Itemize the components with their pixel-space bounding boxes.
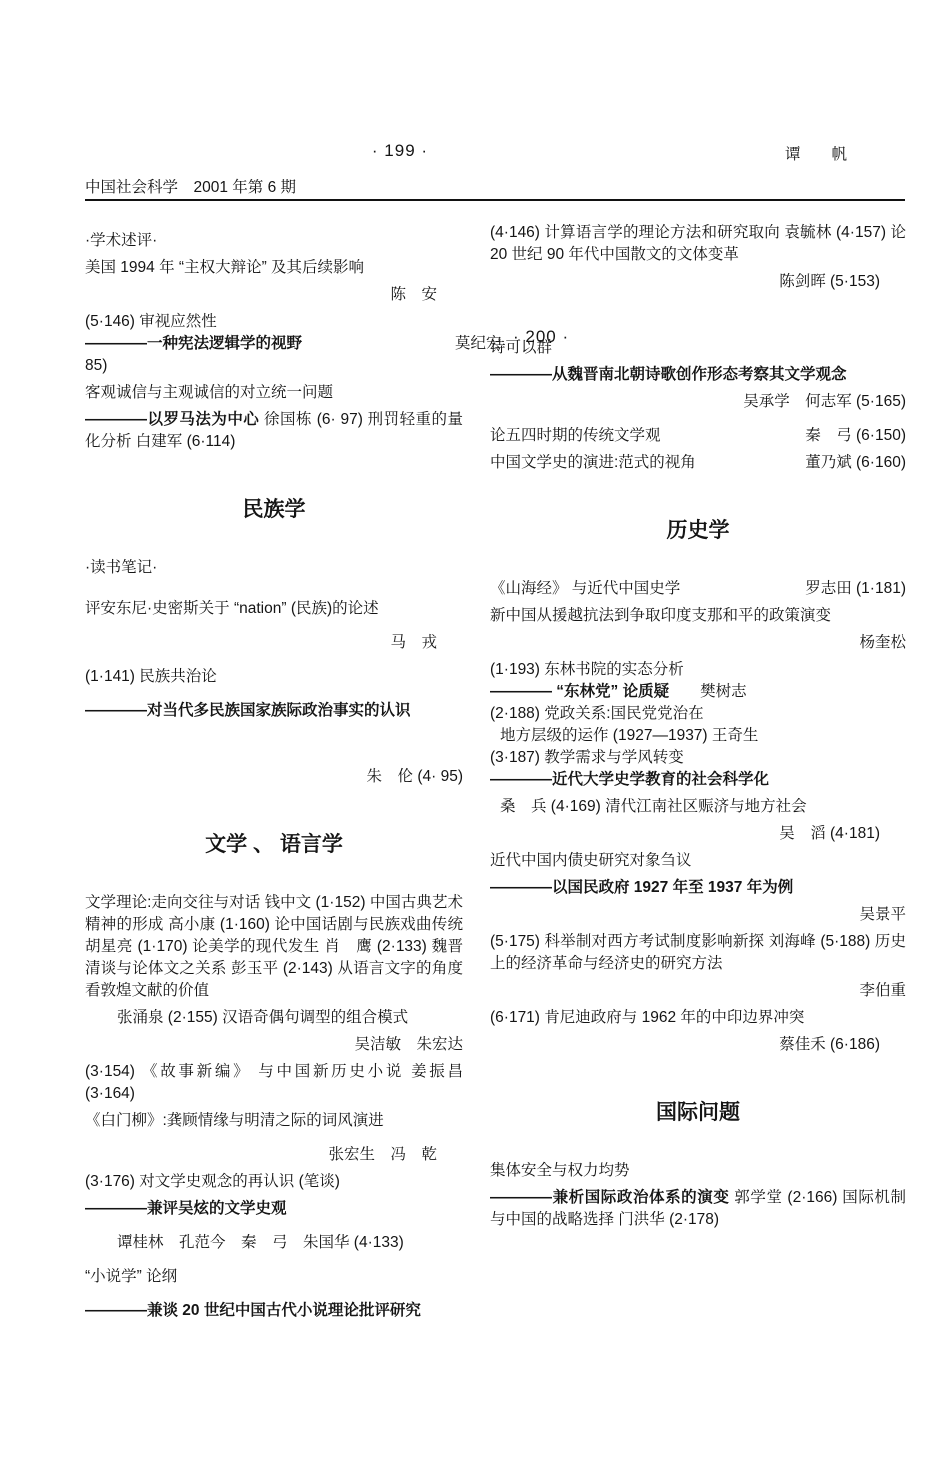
toc-line: ————兼评吴炫的文学史观 [85,1200,287,1217]
toc-line [85,409,463,453]
toc-line: (5·146) 审视应然性 [85,313,217,330]
toc-line: 文学理论:走向交往与对话 钱中文 (1·152) 中国古典艺术精神的形成 高小康 (1·160) 论中国话剧与民族戏曲传统 胡星亮 (1·170) 论美学的现代发生 肖 鹰 (2·133) 魏晋清谈与论体文之关系 彭玉平 (2·143) 从语言文字的角度看敦煌文献的价值 [85,894,463,999]
toc-line: 张涌泉 (2·155) 汉语奇偶句调型的组合模式 [117,1009,409,1026]
toc-line: 85) [85,357,108,374]
page-number-199: · 199 · [371,141,429,160]
toc-line: 美国 1994 年 “主权大辩论” 及其后续影响 [85,259,365,276]
toc-line: 客观诚信与主观诚信的对立统一问题 [85,384,334,401]
toc-line: (3·187) 教学需求与学风转变 [490,749,684,766]
toc-line: (2·188) 党政关系:国民党党治在 [490,705,704,722]
toc-line: 近代中国内债史研究对象刍议 [490,852,692,869]
toc-line: 评安东尼·史密斯关于 “nation” (民族)的论述 [85,600,379,617]
toc-line: (4·146) 计算语言学的理论方法和研究取向 袁毓林 (4·157) 论 20 世纪 90 年代中国散文的文体变革 [490,224,906,263]
author-line: 张宏生 冯 乾 [328,1146,437,1163]
toc-line: (1·141) 民族共治论 [85,668,217,685]
toc-line [490,681,906,703]
toc-line: 谭桂林 孔范今 秦 弓 朱国华 (4·133) [117,1234,404,1251]
header-rule [85,199,905,201]
author-line: 马 戎 [390,634,437,651]
author-line: 蔡佳禾 (6·186) [779,1036,880,1053]
toc-entry-title: 中国文学史的演进:范式的视角 [490,454,696,471]
toc-line: (5·175) 科举制对西方考试制度影响新探 刘海峰 (5·188) 历史上的经济革命与经济史的研究方法 [490,933,906,972]
author-line: 朱 伦 (4· 95) [366,768,463,785]
toc-line: (1·193) 东林书院的实态分析 [490,661,684,678]
toc-line: ————以国民政府 1927 年至 1937 年为例 [490,879,794,896]
toc-entry-author-ref: 秦 弓 (6·150) [805,427,906,444]
toc-entry [490,425,906,447]
toc-text-segment: 郭学堂 (2·166) 国际机制与中国的战略选择 门洪华 (2·178) [490,1189,906,1228]
toc-entry-author-ref: 董乃斌 (6·160) [805,454,906,471]
section-heading-international-issues: 国际问题 [656,1101,740,1124]
right-column [490,222,906,1231]
toc-line: (6·171) 肯尼迪政府与 1962 年的中印边界冲突 [490,1009,805,1026]
toc-line: (3·176) 对文学史观念的再认识 (笔谈) [85,1173,340,1190]
author-line: 杨奎松 [859,634,906,651]
toc-line: 诗可以群 [490,339,553,356]
author-mo-jihong: 莫纪宏 [455,335,502,352]
author-line: 陈 安 [390,286,437,303]
toc-text-segment: 徐国栋 (6· 97) 刑罚轻重的量化分析 白建军 (6·114) [85,411,463,450]
toc-line: ————从魏晋南北朝诗歌创作形态考察其文学观念 [490,366,847,383]
toc-line: 集体安全与权力均势 [490,1162,630,1179]
toc-entry [490,578,906,600]
author-line: 陈剑晖 (5·153) [779,273,880,290]
toc-entry-title: 论五四时期的传统文学观 [490,427,661,444]
author-line: 吴 滔 (4·181) [779,825,880,842]
toc-line: 地方层级的运作 (1927—1937) 王奇生 [500,727,759,744]
toc-line: 新中国从援越抗法到争取印度支那和平的政策演变 [490,607,832,624]
toc-line: ————对当代多民族国家族际政治事实的认识 [85,702,411,719]
section-label-academic-review: ·学术述评· [85,232,158,249]
toc-line: ————近代大学史学教育的社会科学化 [490,771,770,788]
page-number-200: · 200 · [513,327,570,346]
toc-line: ————兼谈 20 世纪中国古代小说理论批评研究 [85,1302,421,1319]
journal-title: 中国社会科学 2001 年第 6 期 [85,179,297,196]
running-author-name: 谭 帆 [785,146,848,163]
toc-subtitle-segment: ———— “东林党” 论质疑 [490,683,670,700]
toc-text-segment: 樊树志 [669,683,747,700]
author-line: 吴承学 何志军 (5·165) [743,393,906,410]
author-line: 吴洁敏 朱宏达 [354,1036,463,1053]
section-heading-history: 历史学 [666,519,730,542]
toc-line: (3·154) 《故事新编》 与中国新历史小说 姜振昌 (3·164) [85,1063,463,1102]
toc-entry-author-ref: 罗志田 (1·181) [805,580,906,597]
toc-subtitle-segment: ————兼析国际政治体系的演变 [490,1189,735,1206]
toc-line: ————一种宪法逻辑学的视野 [85,335,303,352]
author-line: 李伯重 [859,982,906,999]
toc-line: “小说学” 论纲 [85,1268,178,1285]
toc-entry-title: 《山海经》 与近代中国史学 [490,580,681,597]
left-column [85,230,463,1322]
author-line: 吴景平 [859,906,906,923]
toc-line: 桑 兵 (4·169) 清代江南社区赈济与地方社会 [500,798,807,815]
section-heading-ethnology: 民族学 [242,498,306,521]
toc-line: 《白门柳》:龚顾情缘与明清之际的词风演进 [85,1112,384,1129]
toc-subtitle-segment: ————以罗马法为中心 [85,411,265,428]
section-heading-literature-linguistics: 文学 、 语言学 [205,833,343,856]
toc-entry [490,452,906,474]
toc-line [490,1187,906,1231]
section-label-reading-notes: ·读书笔记· [85,559,158,576]
